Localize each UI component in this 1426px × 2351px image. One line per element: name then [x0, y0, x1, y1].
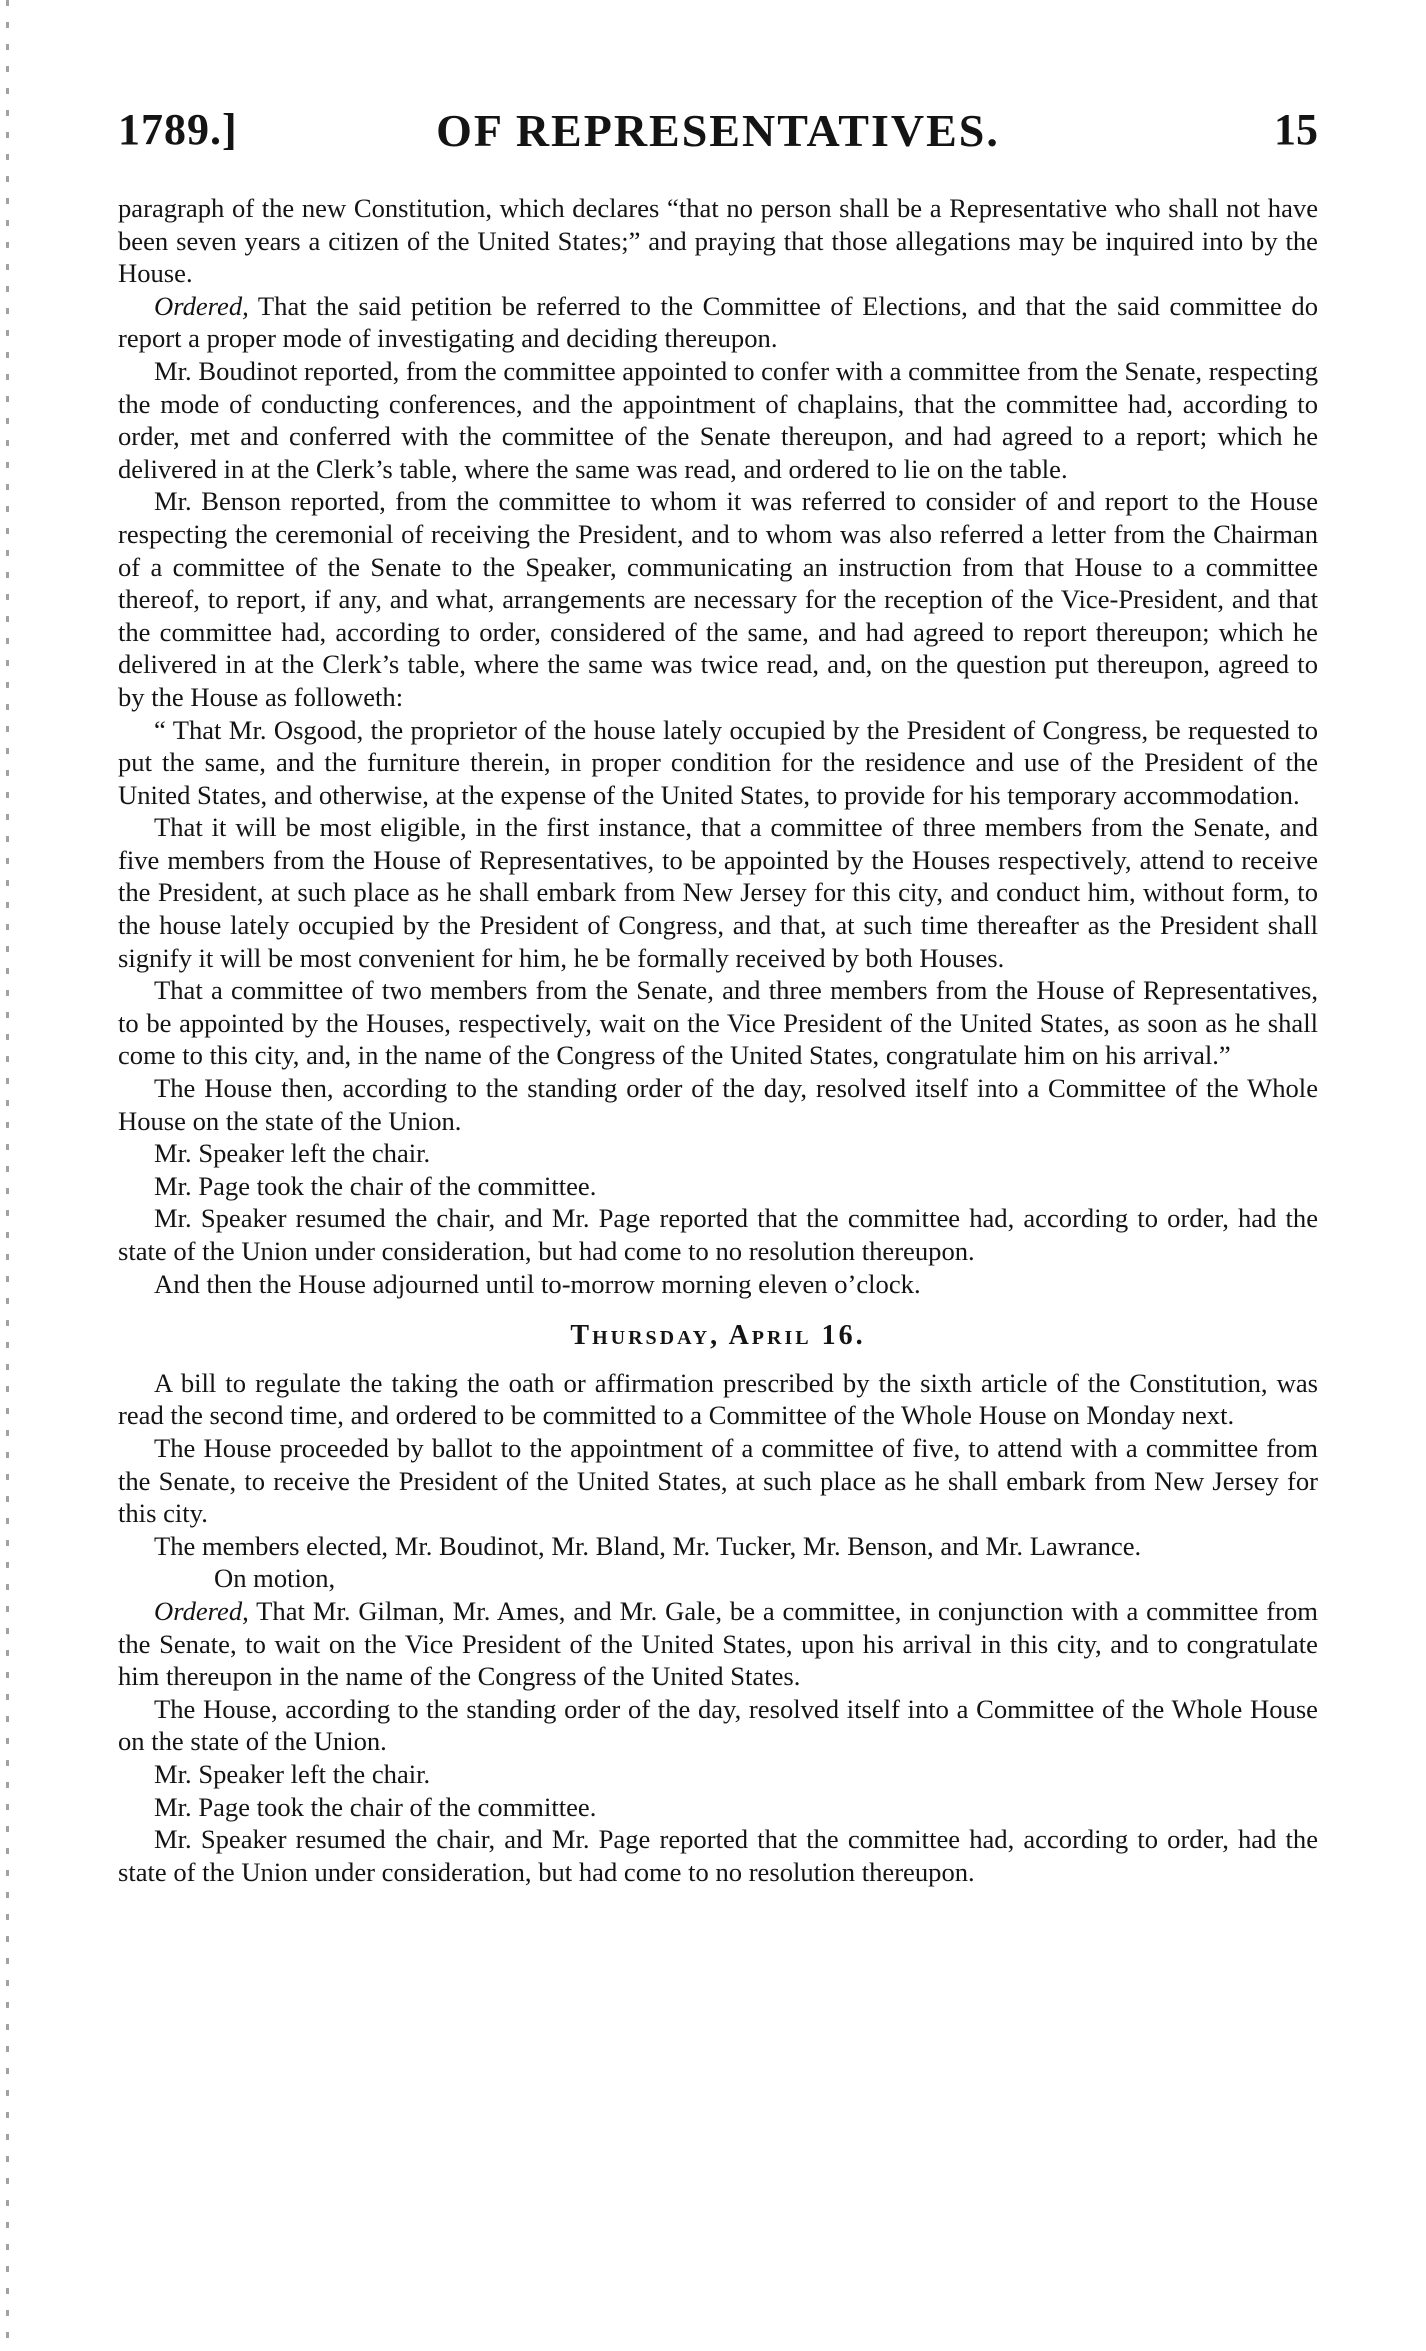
document-body — [118, 192, 1318, 1888]
paragraph: Mr. Page took the chair of the committee. — [154, 1170, 597, 1201]
header-year: 1789.] — [118, 105, 238, 154]
quoted-paragraph: That it will be most eligible, in the first instance, that a committee of three members from the Senate, and five members from the House of Representatives, to be appointed by the Houses respectively, attend to receive the President, at such place as he shall embark from New Jersey for this city, and conduct him, without form, to the house lately occupied by the President of Congress, and that, at such time thereafter as the President shall signify it will be most convenient for him, he be formally received by both Houses. — [118, 812, 1318, 973]
paragraph: The House proceeded by ballot to the appointment of a committee of five, to attend with a committee from the Senate, to receive the President of the United States, at such place as he shall embark from New Jersey for this city. — [118, 1432, 1318, 1529]
quoted-paragraph: “ That Mr. Osgood, the proprietor of the house lately occupied by the President of Congress, be requested to put the same, and the furniture therein, in proper condition for the residence and use of the President of the United States, and otherwise, at the expense of the United States, to provide for his temporary accommodation. — [118, 714, 1318, 810]
quoted-paragraph: That a committee of two members from the Senate, and three members from the House of Representatives, to be appointed by the Houses, respectively, wait on the Vice President of the United States, as soon as he shall come to this city, and, in the name of the Congress of the United States, congratulate him on his arrival.” — [118, 975, 1318, 1071]
paragraph: Mr. Speaker left the chair. — [154, 1758, 431, 1789]
scan-edge-marks — [6, 0, 9, 2351]
paragraph: And then the House adjourned until to-morrow morning eleven o’clock. — [154, 1268, 921, 1299]
paragraph: Mr. Page took the chair of the committee. — [154, 1791, 597, 1822]
paragraph: Mr. Benson reported, from the committee to whom it was referred to consider of and report to the House respecting the ceremonial of receiving the President, and to whom was also referred a letter from the Chairman of a committee of the Senate to the Speaker, communicating an instruction from that House to a committee thereof, to report, if any, and what, arrangements are necessary for the reception of the Vice-President, and that the committee had, according to order, considered of the same, and had agreed to report thereupon; which he delivered in at the Clerk’s table, where the same was twice read, and, on the question put thereupon, agreed to by the House as followeth: — [118, 486, 1318, 712]
on-motion-line: On motion, — [214, 1563, 336, 1594]
paragraph: The House then, according to the standing order of the day, resolved itself into a Committee of the Whole House on the state of the Union. — [118, 1073, 1318, 1136]
italic-ordered: Ordered, — [154, 290, 249, 321]
paragraph — [118, 1595, 1318, 1693]
paragraph: Mr. Boudinot reported, from the committee appointed to confer with a committee from the Senate, respecting the mode of conducting conferences, and the appointment of chaplains, that the committee had, according to order, met and conferred with the committee of the Senate thereupon, and had agreed to a report; which he delivered in at the Clerk’s table, where the same was read, and ordered to lie on the table. — [118, 355, 1318, 484]
paragraph: The House, according to the standing order of the day, resolved itself into a Committee of the Whole House on the state of the Union. — [118, 1693, 1318, 1757]
paragraph-text: That Mr. Gilman, Mr. Ames, and Mr. Gale, be a committee, in conjunction with a committee from the Senate, to wait on the Vice President of the United States, upon his arrival in this city, and to congratulate him thereupon in the name of the Congress of the United States. — [118, 1595, 1318, 1692]
paragraph: Mr. Speaker left the chair. — [154, 1138, 431, 1169]
paragraph: Mr. Speaker resumed the chair, and Mr. Page reported that the committee had, according to order, had the state of the Union under consideration, but had come to no resolution thereupon. — [118, 1824, 1318, 1887]
section-heading: Thursday, April 16. — [570, 1320, 866, 1352]
running-title: OF REPRESENTATIVES. — [436, 105, 1000, 156]
paragraph: Mr. Speaker resumed the chair, and Mr. Page reported that the committee had, according to order, had the state of the Union under consideration, but had come to no resolution thereupon. — [118, 1203, 1318, 1266]
paragraph — [118, 290, 1318, 355]
paragraph-text: That the said petition be referred to the Committee of Elections, and that the said committee do report a proper mode of investigating and deciding thereupon. — [118, 290, 1318, 354]
paragraph: The members elected, Mr. Boudinot, Mr. Bland, Mr. Tucker, Mr. Benson, and Mr. Lawrance. — [154, 1530, 1142, 1561]
page-number: 15 — [1274, 105, 1318, 154]
paragraph: paragraph of the new Constitution, which declares “that no person shall be a Representative who shall not have been seven years a citizen of the United States;” and praying that those allegations may be inquired into by the House. — [118, 193, 1318, 289]
paragraph: A bill to regulate the taking the oath or affirmation prescribed by the sixth article of the Constitution, was read the second time, and ordered to be committed to a Committee of the Whole House on Monday next. — [118, 1367, 1318, 1431]
italic-ordered: Ordered, — [154, 1595, 249, 1626]
page-header — [118, 104, 1318, 164]
